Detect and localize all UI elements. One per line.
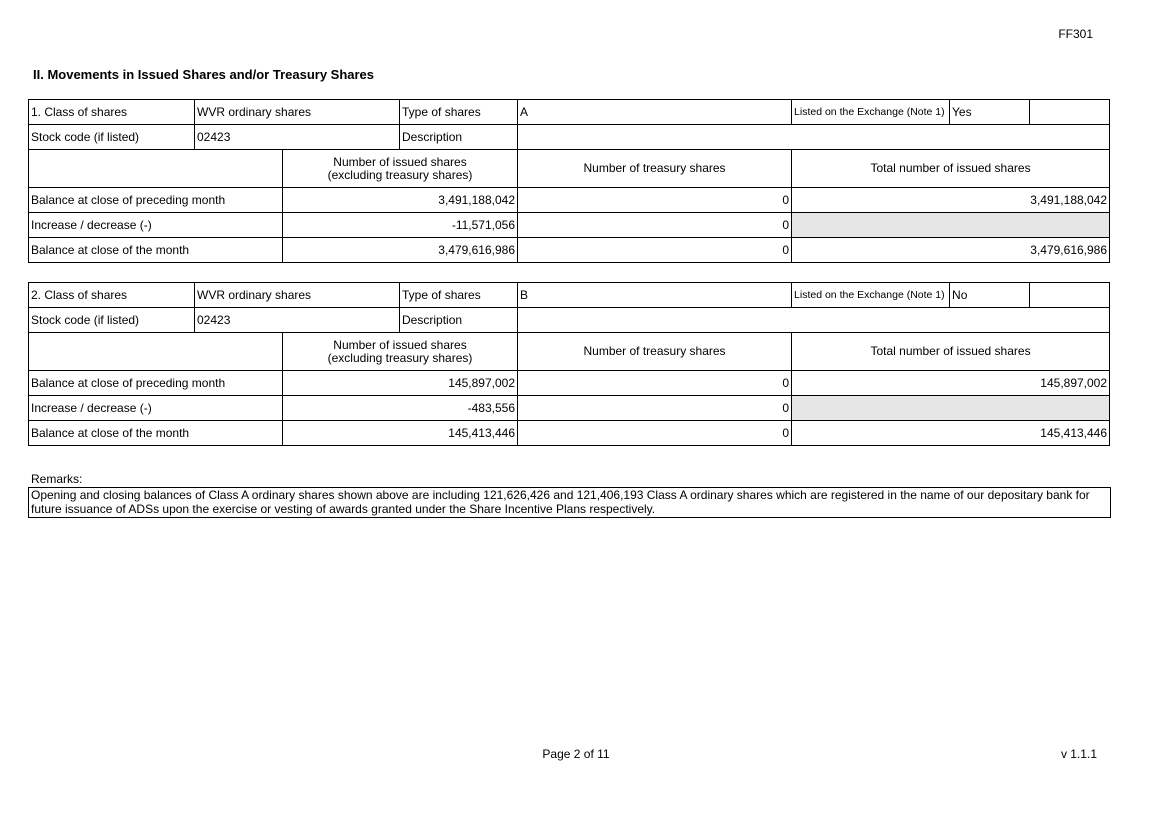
total-preceding: 3,491,188,042 bbox=[792, 188, 1110, 213]
col-header-issued-line2: (excluding treasury shares) bbox=[327, 350, 473, 365]
treasury-change: 0 bbox=[518, 396, 792, 421]
listed-on-exchange-label: Listed on the Exchange (Note 1) bbox=[792, 283, 950, 308]
stock-code-value: 02423 bbox=[195, 308, 400, 333]
total-preceding: 145,897,002 bbox=[792, 371, 1110, 396]
share-class-table-1 bbox=[28, 99, 1110, 263]
type-of-shares-label: Type of shares bbox=[400, 283, 518, 308]
col-header-issued-line1: Number of issued shares bbox=[333, 154, 467, 169]
row-label-preceding: Balance at close of preceding month bbox=[29, 371, 283, 396]
treasury-preceding: 0 bbox=[518, 188, 792, 213]
row-label-close: Balance at close of the month bbox=[29, 421, 283, 446]
issued-change: -483,556 bbox=[283, 396, 518, 421]
description-label: Description bbox=[400, 125, 518, 150]
class-of-shares-label: 1. Class of shares bbox=[29, 100, 195, 125]
page-number: Page 2 of 11 bbox=[542, 747, 610, 761]
col-header-treasury: Number of treasury shares bbox=[518, 333, 792, 371]
issued-change: -11,571,056 bbox=[283, 213, 518, 238]
col-header-issued bbox=[283, 333, 518, 371]
total-change-shaded bbox=[792, 396, 1110, 421]
issued-preceding: 145,897,002 bbox=[283, 371, 518, 396]
row-label-change: Increase / decrease (-) bbox=[29, 396, 283, 421]
table-row-preceding bbox=[29, 188, 1110, 213]
treasury-close: 0 bbox=[518, 238, 792, 263]
remarks-text: Opening and closing balances of Class A ordinary shares shown above are including 121,626,426 and 121,406,193 Class A ordinary shares which are registered in the name of our depositary bank for future issuance of ADSs upon the exercise or vesting of awards granted under the Share Incentive Plans respectively. bbox=[28, 487, 1111, 518]
type-of-shares-value: A bbox=[518, 100, 792, 125]
col-header-issued bbox=[283, 150, 518, 188]
listed-on-exchange-value: No bbox=[950, 283, 1030, 308]
treasury-change: 0 bbox=[518, 213, 792, 238]
treasury-preceding: 0 bbox=[518, 371, 792, 396]
listed-on-exchange-value: Yes bbox=[950, 100, 1030, 125]
stock-code-label: Stock code (if listed) bbox=[29, 125, 195, 150]
issued-preceding: 3,491,188,042 bbox=[283, 188, 518, 213]
type-of-shares-value: B bbox=[518, 283, 792, 308]
stock-code-label: Stock code (if listed) bbox=[29, 308, 195, 333]
description-label: Description bbox=[400, 308, 518, 333]
col-header-total: Total number of issued shares bbox=[792, 333, 1110, 371]
table-row-close bbox=[29, 421, 1110, 446]
form-code: FF301 bbox=[1058, 27, 1093, 41]
empty-cell bbox=[1030, 283, 1110, 308]
treasury-close: 0 bbox=[518, 421, 792, 446]
share-class-table-2 bbox=[28, 282, 1110, 446]
issued-close: 145,413,446 bbox=[283, 421, 518, 446]
listed-on-exchange-label: Listed on the Exchange (Note 1) bbox=[792, 100, 950, 125]
row-label-close: Balance at close of the month bbox=[29, 238, 283, 263]
col-header-treasury: Number of treasury shares bbox=[518, 150, 792, 188]
class-of-shares-label: 2. Class of shares bbox=[29, 283, 195, 308]
total-change-shaded bbox=[792, 213, 1110, 238]
remarks-label: Remarks: bbox=[31, 472, 83, 486]
version-label: v 1.1.1 bbox=[1060, 747, 1097, 761]
class-name-value: WVR ordinary shares bbox=[195, 283, 400, 308]
row-label-change: Increase / decrease (-) bbox=[29, 213, 283, 238]
table-row-change bbox=[29, 396, 1110, 421]
col-header-issued-line1: Number of issued shares bbox=[333, 337, 467, 352]
class-name-value: WVR ordinary shares bbox=[195, 100, 400, 125]
issued-close: 3,479,616,986 bbox=[283, 238, 518, 263]
description-value bbox=[518, 308, 1110, 333]
total-close: 145,413,446 bbox=[792, 421, 1110, 446]
type-of-shares-label: Type of shares bbox=[400, 100, 518, 125]
total-close: 3,479,616,986 bbox=[792, 238, 1110, 263]
row-label-preceding: Balance at close of preceding month bbox=[29, 188, 283, 213]
table-row-preceding bbox=[29, 371, 1110, 396]
stock-code-value: 02423 bbox=[195, 125, 400, 150]
section-title: II. Movements in Issued Shares and/or Treasury Shares bbox=[33, 67, 375, 82]
empty-header-cell bbox=[29, 150, 283, 188]
col-header-issued-line2: (excluding treasury shares) bbox=[327, 167, 473, 182]
table-row-change bbox=[29, 213, 1110, 238]
empty-header-cell bbox=[29, 333, 283, 371]
description-value bbox=[518, 125, 1110, 150]
table-row-close bbox=[29, 238, 1110, 263]
empty-cell bbox=[1030, 100, 1110, 125]
col-header-total: Total number of issued shares bbox=[792, 150, 1110, 188]
